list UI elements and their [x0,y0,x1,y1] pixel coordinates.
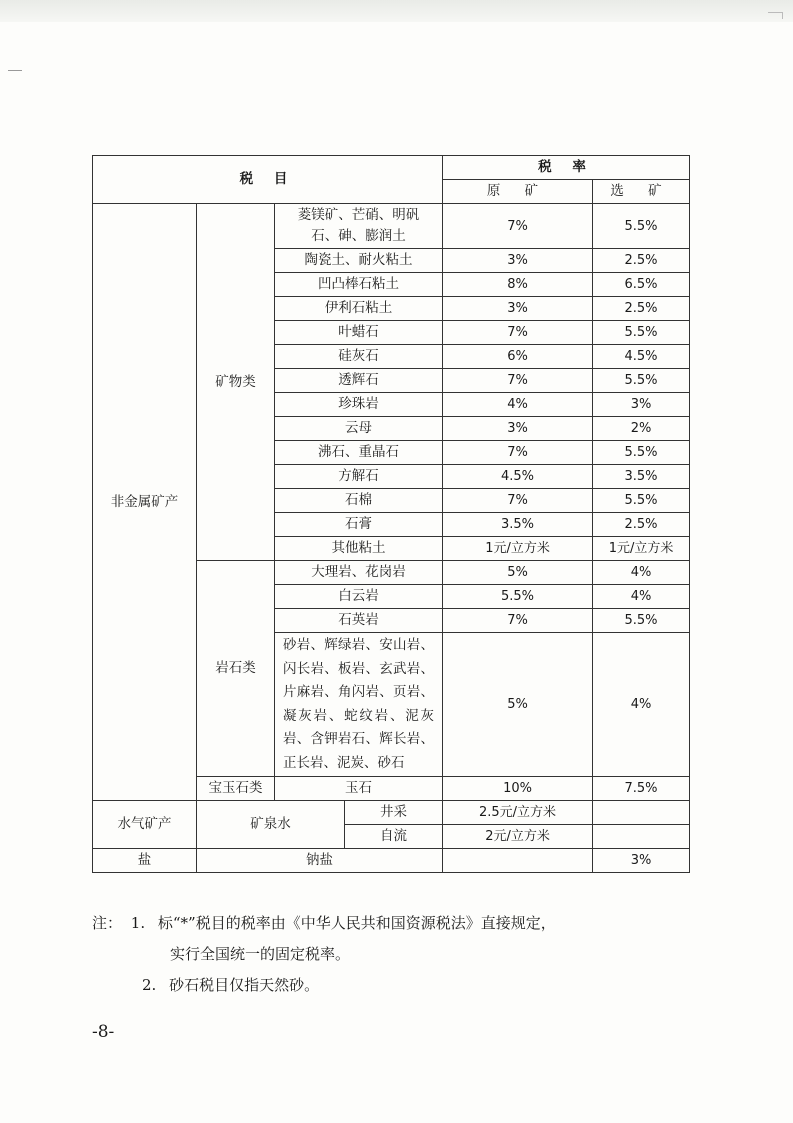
header-raw-ore: 原 矿 [443,180,593,204]
rate-raw: 10% [443,777,593,801]
rate-raw-empty [443,849,593,873]
table-row [93,849,690,873]
category-salt: 盐 [93,849,197,873]
rate-raw: 3% [443,297,593,321]
note-1-text: 标“*”税目的税率由《中华人民共和国资源税法》直接规定， [157,914,556,932]
rate-processed: 2.5% [593,513,690,537]
header-processed-ore: 选 矿 [593,180,690,204]
rate-raw: 5% [443,633,593,777]
item-name: 沸石、重晶石 [275,441,443,465]
rate-processed: 5.5% [593,441,690,465]
scan-top-edge [0,0,793,22]
item-mineral-water: 矿泉水 [197,801,345,849]
rate-raw: 7% [443,489,593,513]
rate-raw: 5.5% [443,585,593,609]
item-name: 云母 [275,417,443,441]
rate-processed: 5.5% [593,369,690,393]
header-tax-rate: 税 率 [443,156,690,180]
item-name: 大理岩、花岗岩 [275,561,443,585]
notes-section [92,908,702,1001]
table-row [93,204,690,249]
rate-processed: 4.5% [593,345,690,369]
item-name: 伊利石粘土 [275,297,443,321]
item-name: 白云岩 [275,585,443,609]
rate-processed: 5.5% [593,609,690,633]
rate-processed: 1元/立方米 [593,537,690,561]
subcategory-gems: 宝玉石类 [197,777,275,801]
rate-raw: 2.5元/立方米 [443,801,593,825]
subcategory-rocks: 岩石类 [197,561,275,777]
resource-tax-table [92,155,690,873]
item-name: 砂岩、辉绿岩、安山岩、闪长岩、板岩、玄武岩、片麻岩、角闪岩、页岩、凝灰岩、蛇纹岩、泥灰岩、含钾岩石、辉长岩、正长岩、泥炭、砂石 [275,633,443,777]
rate-processed: 4% [593,633,690,777]
rate-processed: 2.5% [593,297,690,321]
rate-processed-empty [593,801,690,825]
rate-processed: 4% [593,585,690,609]
rate-processed: 2.5% [593,249,690,273]
rate-processed: 7.5% [593,777,690,801]
item-name: 石膏 [275,513,443,537]
rate-raw: 3% [443,417,593,441]
item-name: 石棉 [275,489,443,513]
extraction-method: 自流 [345,825,443,849]
rate-raw: 4.5% [443,465,593,489]
rate-processed-empty [593,825,690,849]
note-1 [92,908,702,939]
rate-raw: 7% [443,609,593,633]
scan-margin-mark [8,70,22,71]
item-name: 菱镁矿、芒硝、明矾石、砷、膨润土 [275,204,443,249]
note-1-number: 1. [130,914,146,932]
category-nonmetal: 非金属矿产 [93,204,197,801]
item-name: 石英岩 [275,609,443,633]
rate-processed: 5.5% [593,204,690,249]
item-name: 其他粘土 [275,537,443,561]
rate-processed: 6.5% [593,273,690,297]
header-row [93,156,690,180]
scan-corner-mark [768,12,783,19]
rate-processed: 2% [593,417,690,441]
rate-raw: 8% [443,273,593,297]
rate-raw: 4% [443,393,593,417]
note-2 [92,970,702,1001]
rate-raw: 5% [443,561,593,585]
extraction-method: 井采 [345,801,443,825]
note-1-continuation [92,939,702,970]
item-name: 凹凸棒石粘土 [275,273,443,297]
rate-raw: 3.5% [443,513,593,537]
rate-raw: 1元/立方米 [443,537,593,561]
rate-raw: 3% [443,249,593,273]
rate-processed: 4% [593,561,690,585]
category-water-gas: 水气矿产 [93,801,197,849]
header-tax-item: 税 目 [93,156,443,204]
rate-raw: 2元/立方米 [443,825,593,849]
item-name: 玉石 [275,777,443,801]
notes-prefix: 注： [92,914,123,932]
rate-raw: 7% [443,369,593,393]
table-row [93,801,690,825]
item-name: 透辉石 [275,369,443,393]
rate-processed: 3.5% [593,465,690,489]
rate-processed: 5.5% [593,321,690,345]
item-name: 方解石 [275,465,443,489]
subcategory-minerals: 矿物类 [197,204,275,561]
rate-raw: 7% [443,441,593,465]
rate-raw: 6% [443,345,593,369]
item-name: 珍珠岩 [275,393,443,417]
item-name: 陶瓷土、耐火粘土 [275,249,443,273]
page-number: -8- [92,1022,115,1042]
rate-processed: 3% [593,393,690,417]
rate-raw: 7% [443,204,593,249]
note-2-text: 砂石税目仅指天然砂。 [169,976,320,994]
item-name: 硅灰石 [275,345,443,369]
rate-processed: 5.5% [593,489,690,513]
item-name: 叶蜡石 [275,321,443,345]
item-sodium-salt: 钠盐 [197,849,443,873]
note-1-text-line2: 实行全国统一的固定税率。 [170,945,351,963]
note-2-number: 2. [142,976,157,994]
rate-salt: 3% [593,849,690,873]
rate-raw: 7% [443,321,593,345]
